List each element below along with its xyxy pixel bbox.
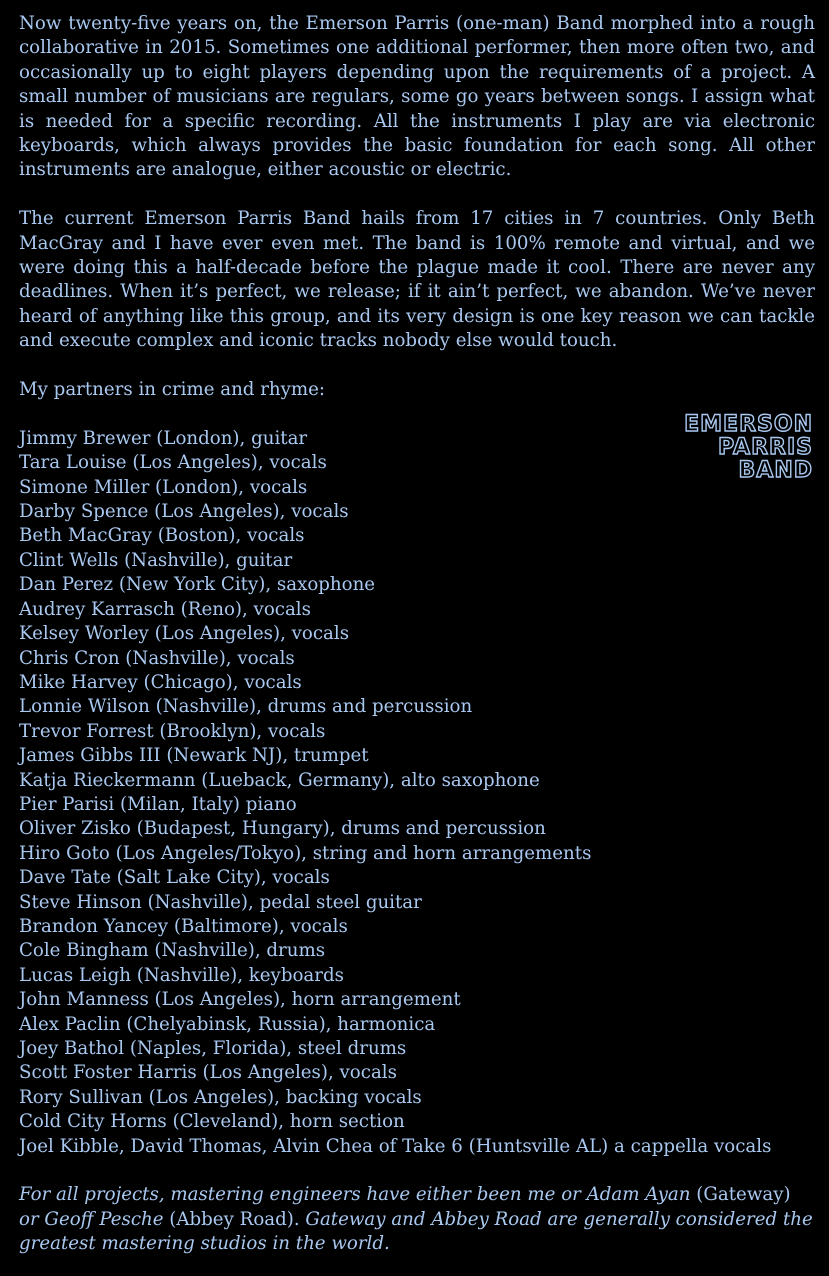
list-item: Rory Sullivan (Los Angeles), backing vocals [19, 1086, 422, 1108]
list-item: Mike Harvey (Chicago), vocals [19, 671, 302, 693]
list-item: Cole Bingham (Nashville), drums [19, 940, 326, 962]
partners-heading: My partners in crime and rhyme: [19, 379, 326, 401]
list-item: Chris Cron (Nashville), vocals [19, 647, 295, 669]
list-item: Tara Louise (Los Angeles), vocals [19, 452, 327, 474]
list-item: Simone Miller (London), vocals [19, 476, 308, 498]
logo-line-band: BAND [738, 458, 813, 483]
list-item: Trevor Forrest (Brooklyn), vocals [19, 720, 326, 742]
list-item: Audrey Karrasch (Reno), vocals [19, 598, 311, 620]
mastering-note-part-3: or Geoff Pesche [19, 1208, 164, 1230]
list-item: Darby Spence (Los Angeles), vocals [19, 501, 349, 523]
list-item: Lonnie Wilson (Nashville), drums and percussion [19, 696, 473, 718]
intro-paragraph-2: The current Emerson Parris Band hails from 17 cities in 7 countries. Only Beth MacGray and I have ever even met. The band is 100% remote and virtual, and we were doing this a half-decade before the plague made it cool. There are never any deadlines. When it’s perfect, we release; if it ain’t perfect, we abandon. We’ve never heard of anything like this group, and its very design is one key reason we can tackle and execute complex and iconic tracks nobody else would touch. [19, 208, 815, 352]
list-item: James Gibbs III (Newark NJ), trumpet [19, 745, 369, 767]
list-item: Kelsey Worley (Los Angeles), vocals [19, 623, 350, 645]
list-item: Dan Perez (New York City), saxophone [19, 574, 376, 596]
mastering-note [19, 1183, 815, 1256]
band-logo [683, 413, 813, 482]
members-list [19, 427, 815, 1159]
list-item: Clint Wells (Nashville), guitar [19, 549, 293, 571]
list-item: Brandon Yancey (Baltimore), vocals [19, 915, 348, 937]
list-item: Hiro Goto (Los Angeles/Tokyo), string and horn arrangements [19, 842, 592, 864]
list-item: John Manness (Los Angeles), horn arrangement [19, 989, 461, 1011]
mastering-note-part-4: (Abbey Road). [163, 1208, 306, 1230]
list-item: Jimmy Brewer (London), guitar [19, 427, 308, 449]
logo-line-parris: PARRIS [717, 435, 813, 460]
list-item: Katja Rieckermann (Lueback, Germany), alto saxophone [19, 769, 540, 791]
list-item: Joey Bathol (Naples, Florida), steel drums [19, 1038, 407, 1060]
list-item: Lucas Leigh (Nashville), keyboards [19, 964, 344, 986]
mastering-note-part-1: For all projects, mastering engineers have either been me or Adam Ayan [19, 1184, 691, 1206]
list-item: Cold City Horns (Cleveland), horn section [19, 1111, 405, 1133]
page-content [19, 12, 815, 1257]
mastering-note-part-2: (Gateway) [690, 1184, 791, 1206]
list-item: Steve Hinson (Nashville), pedal steel guitar [19, 891, 422, 913]
list-item: Scott Foster Harris (Los Angeles), vocals [19, 1062, 397, 1084]
list-item: Alex Paclin (Chelyabinsk, Russia), harmonica [19, 1013, 436, 1035]
intro-paragraph-1: Now twenty-five years on, the Emerson Parris (one-man) Band morphed into a rough collaborative in 2015. Sometimes one additional performer, then more often two, and occasionally up to eight players depending upon the requirements of a project. A small number of musicians are regulars, some go years between songs. I assign what is needed for a specific recording. All the instruments I play are via electronic keyboards, which always provides the basic foundation for each song. All other instruments are analogue, either acoustic or electric. [19, 13, 815, 181]
mastering-note-part-5: Gateway and Abbey Road are generally considered the greatest mastering studios in the world. [19, 1208, 813, 1255]
logo-line-emerson: EMERSON [684, 412, 813, 437]
list-item: Oliver Zisko (Budapest, Hungary), drums and percussion [19, 818, 546, 840]
list-item: Pier Parisi (Milan, Italy) piano [19, 793, 297, 815]
list-item: Joel Kibble, David Thomas, Alvin Chea of Take 6 (Huntsville AL) a cappella vocals [19, 1135, 772, 1157]
list-item: Beth MacGray (Boston), vocals [19, 525, 305, 547]
list-item: Dave Tate (Salt Lake City), vocals [19, 867, 330, 889]
